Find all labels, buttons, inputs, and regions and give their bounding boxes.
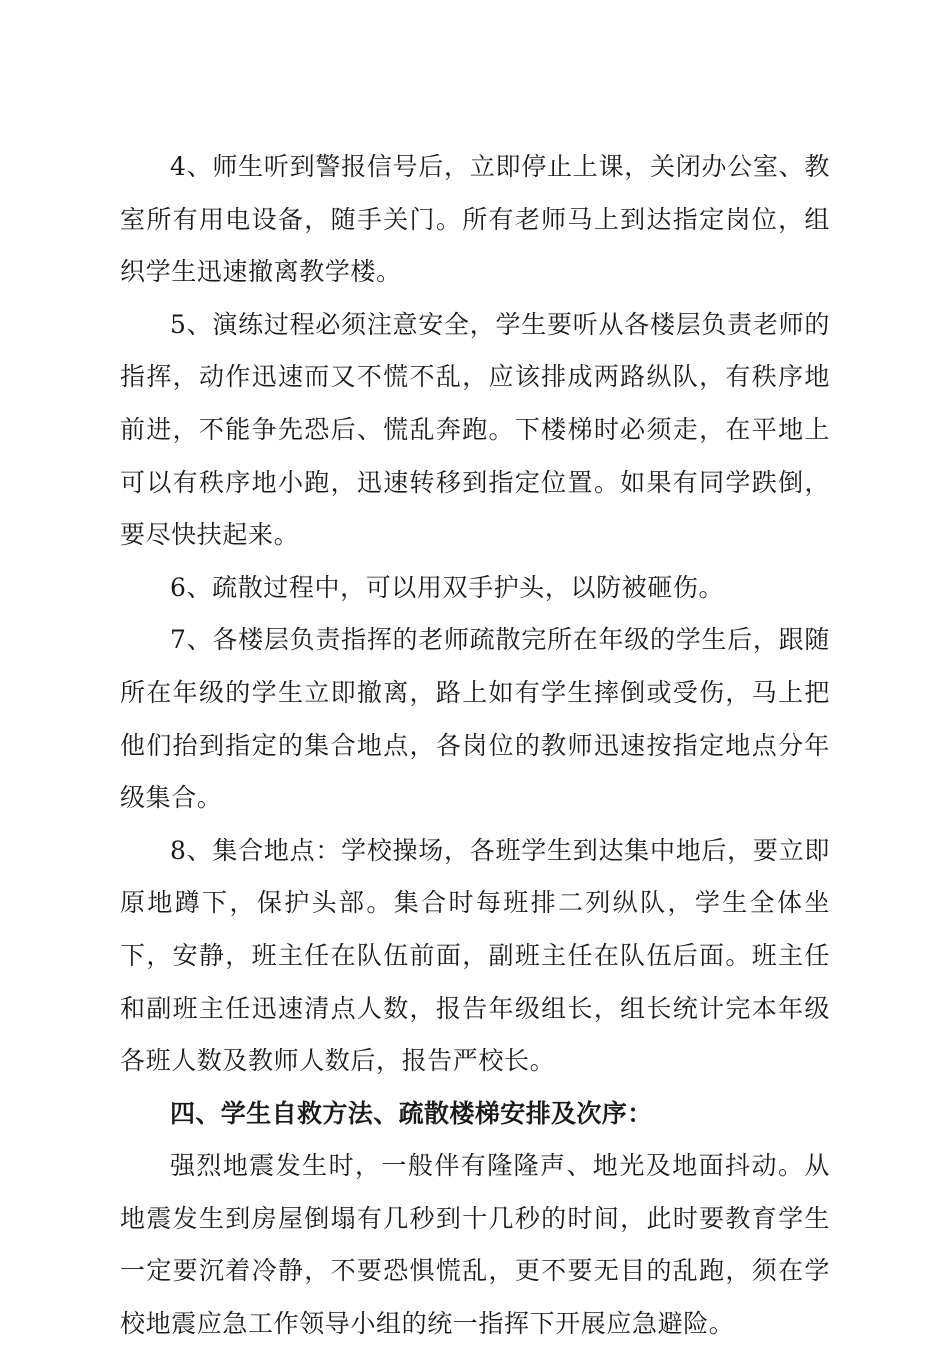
paragraph-item-5: 5、演练过程必须注意安全，学生要听从各楼层负责老师的指挥，动作迅速而又不慌不乱，应该排成两路纵队，有秩序地前进，不能争先恐后、慌乱奔跑。下楼梯时必须走，在平地上可以有秩序地小跑，迅速转移到指定位置。如果有同学跌倒，要尽快扶起来。 <box>120 309 830 550</box>
paragraph-item-8: 8、集合地点：学校操场，各班学生到达集中地后，要立即原地蹲下，保护头部。集合时每班排二列纵队，学生全体坐下，安静，班主任在队伍前面，副班主任在队伍后面。班主任和副班主任迅速清点人数，报告年级组长，组长统计完本年级各班人数及教师人数后，报告严校长。 <box>120 835 830 1076</box>
closing-paragraph: 强烈地震发生时，一般伴有隆隆声、地光及地面抖动。从地震发生到房屋倒塌有几秒到十几秒的时间，此时要教育学生一定要沉着冷静，不要恐惧慌乱，更不要无目的乱跑，须在学校地震应急工作领导小组的统一指挥下开展应急避险。 <box>120 1151 830 1339</box>
document-body <box>120 141 830 1351</box>
section-heading: 四、学生自救方法、疏散楼梯安排及次序： <box>170 1098 653 1128</box>
paragraph-item-7: 7、各楼层负责指挥的老师疏散完所在年级的学生后，跟随所在年级的学生立即撤离，路上如有学生摔倒或受伤，马上把他们抬到指定的集合地点，各岗位的教师迅速按指定地点分年级集合。 <box>120 625 830 813</box>
paragraph-item-6: 6、疏散过程中，可以用双手护头，以防被砸伤。 <box>170 572 725 602</box>
paragraph-item-4: 4、师生听到警报信号后，立即停止上课，关闭办公室、教室所有用电设备，随手关门。所有老师马上到达指定岗位，组织学生迅速撤离教学楼。 <box>120 152 830 287</box>
